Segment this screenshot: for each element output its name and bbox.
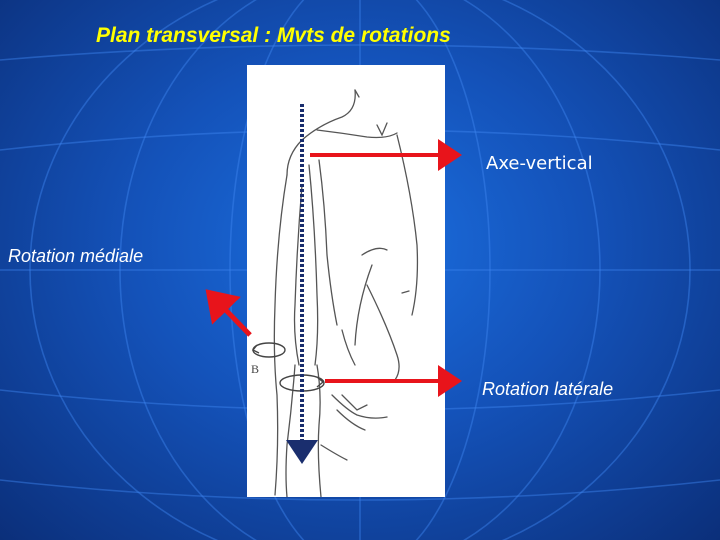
medial-rotation-label: Rotation médiale [8,246,144,266]
lateral-rotation-label: Rotation latérale [482,379,614,399]
svg-text:B: B [251,362,260,376]
medial-rotation-arrow [216,300,250,335]
slide-title: Plan transversal : Mvts de rotations [96,24,451,47]
axis-label: Axe-vertical [486,153,593,174]
